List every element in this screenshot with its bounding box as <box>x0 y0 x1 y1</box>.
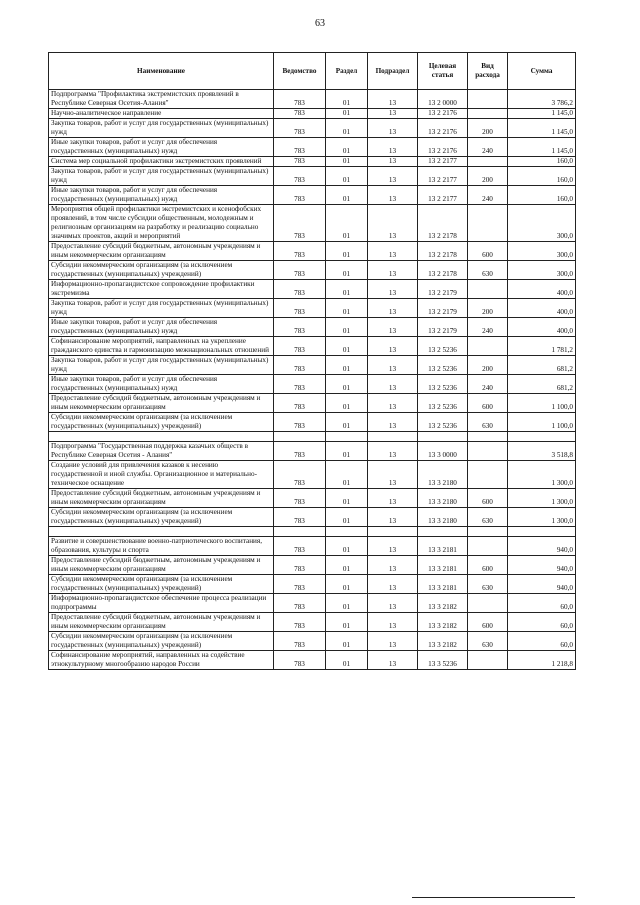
row-section: 01 <box>326 413 368 432</box>
table-row <box>49 242 576 261</box>
row-name: Иные закупки товаров, работ и услуг для обеспечения государственных (муниципальных) нужд <box>49 318 274 337</box>
row-target-item: 13 2 2178 <box>418 261 468 280</box>
table-row <box>49 594 576 613</box>
table-row <box>49 318 576 337</box>
row-section: 01 <box>326 119 368 138</box>
row-target-item: 13 2 2178 <box>418 205 468 242</box>
row-expense-kind: 240 <box>468 375 508 394</box>
row-target-item: 13 2 2177 <box>418 157 468 167</box>
row-subsection: 13 <box>368 394 418 413</box>
row-section: 01 <box>326 375 368 394</box>
row-amount: 300,0 <box>508 242 576 261</box>
spacer-cell <box>274 432 326 442</box>
table-row <box>49 556 576 575</box>
row-subsection: 13 <box>368 280 418 299</box>
row-section: 01 <box>326 508 368 527</box>
table-row <box>49 138 576 157</box>
table-header-row <box>49 53 576 90</box>
row-expense-kind: 630 <box>468 508 508 527</box>
row-department: 783 <box>274 413 326 432</box>
row-target-item: 13 2 5236 <box>418 337 468 356</box>
table-row <box>49 575 576 594</box>
row-name: Информационно-пропагандистское сопровождение профилактики экстремизма <box>49 280 274 299</box>
row-section: 01 <box>326 109 368 119</box>
row-amount: 1 100,0 <box>508 413 576 432</box>
row-section: 01 <box>326 575 368 594</box>
row-target-item: 13 3 2182 <box>418 613 468 632</box>
row-amount: 681,2 <box>508 375 576 394</box>
row-department: 783 <box>274 299 326 318</box>
row-amount: 400,0 <box>508 299 576 318</box>
row-amount: 1 218,8 <box>508 651 576 670</box>
row-subsection: 13 <box>368 651 418 670</box>
row-subsection: 13 <box>368 119 418 138</box>
table-row <box>49 442 576 461</box>
row-target-item: 13 3 2181 <box>418 556 468 575</box>
page-number: 63 <box>315 18 325 29</box>
row-subsection: 13 <box>368 442 418 461</box>
row-subsection: 13 <box>368 556 418 575</box>
row-section: 01 <box>326 613 368 632</box>
row-name: Предоставление субсидий бюджетным, автономным учреждениям и иным некоммерческим организациям <box>49 394 274 413</box>
table-row <box>49 651 576 670</box>
row-section: 01 <box>326 138 368 157</box>
row-subsection: 13 <box>368 186 418 205</box>
row-name: Мероприятия общей профилактики экстремистских и ксенофобских проявлений, в том числе субсидии общественным, молодежным и религиозным организациям на разработку и реализацию социально значимых проектов, акций и мероприятий <box>49 205 274 242</box>
row-name: Субсидии некоммерческим организациям (за исключением государственных (муниципальных) учреждений) <box>49 261 274 280</box>
row-name: Предоставление субсидий бюджетным, автономным учреждениям и иным некоммерческим организациям <box>49 613 274 632</box>
row-subsection: 13 <box>368 205 418 242</box>
header-target-item: Целевая статья <box>418 53 468 90</box>
row-name: Предоставление субсидий бюджетным, автономным учреждениям и иным некоммерческим организациям <box>49 489 274 508</box>
row-department: 783 <box>274 280 326 299</box>
row-section: 01 <box>326 280 368 299</box>
row-department: 783 <box>274 90 326 109</box>
row-section: 01 <box>326 337 368 356</box>
row-department: 783 <box>274 157 326 167</box>
row-expense-kind <box>468 537 508 556</box>
row-amount: 60,0 <box>508 632 576 651</box>
row-department: 783 <box>274 394 326 413</box>
row-amount: 160,0 <box>508 186 576 205</box>
spacer-cell <box>274 527 326 537</box>
table-row <box>49 356 576 375</box>
row-expense-kind <box>468 461 508 489</box>
row-amount: 3 786,2 <box>508 90 576 109</box>
row-target-item: 13 3 2180 <box>418 489 468 508</box>
row-target-item: 13 2 5236 <box>418 394 468 413</box>
row-subsection: 13 <box>368 537 418 556</box>
row-target-item: 13 2 5236 <box>418 375 468 394</box>
row-target-item: 13 2 5236 <box>418 413 468 432</box>
row-section: 01 <box>326 442 368 461</box>
row-amount: 940,0 <box>508 537 576 556</box>
row-amount: 160,0 <box>508 157 576 167</box>
row-target-item: 13 2 2176 <box>418 138 468 157</box>
spacer-row <box>49 432 576 442</box>
spacer-cell <box>326 432 368 442</box>
row-section: 01 <box>326 651 368 670</box>
row-expense-kind: 240 <box>468 318 508 337</box>
row-section: 01 <box>326 537 368 556</box>
row-name: Подпрограмма "Государственная поддержка казачьих обществ в Республике Северная Осетия - Алания" <box>49 442 274 461</box>
row-target-item: 13 2 0000 <box>418 90 468 109</box>
row-department: 783 <box>274 119 326 138</box>
row-name: Предоставление субсидий бюджетным, автономным учреждениям и иным некоммерческим организациям <box>49 556 274 575</box>
row-subsection: 13 <box>368 167 418 186</box>
row-amount: 300,0 <box>508 261 576 280</box>
row-subsection: 13 <box>368 261 418 280</box>
row-subsection: 13 <box>368 242 418 261</box>
row-expense-kind: 600 <box>468 613 508 632</box>
row-amount: 3 518,8 <box>508 442 576 461</box>
row-name: Развитие и совершенствование военно-патриотического воспитания, образования, культуры и спорта <box>49 537 274 556</box>
row-subsection: 13 <box>368 157 418 167</box>
row-department: 783 <box>274 205 326 242</box>
row-expense-kind: 630 <box>468 261 508 280</box>
row-expense-kind: 200 <box>468 299 508 318</box>
row-department: 783 <box>274 356 326 375</box>
row-amount: 400,0 <box>508 280 576 299</box>
table-row <box>49 632 576 651</box>
row-expense-kind: 200 <box>468 119 508 138</box>
row-department: 783 <box>274 375 326 394</box>
row-department: 783 <box>274 613 326 632</box>
row-amount: 940,0 <box>508 556 576 575</box>
row-expense-kind <box>468 337 508 356</box>
table-row <box>49 489 576 508</box>
table-row <box>49 375 576 394</box>
row-department: 783 <box>274 167 326 186</box>
table-row <box>49 461 576 489</box>
table-row <box>49 109 576 119</box>
table-row <box>49 186 576 205</box>
row-expense-kind: 200 <box>468 167 508 186</box>
row-amount: 60,0 <box>508 613 576 632</box>
table-body <box>49 90 576 670</box>
row-name: Подпрограмма "Профилактика экстремистских проявлений в Республике Северная Осетия-Алания" <box>49 90 274 109</box>
spacer-cell <box>368 432 418 442</box>
row-department: 783 <box>274 337 326 356</box>
row-name: Иные закупки товаров, работ и услуг для обеспечения государственных (муниципальных) нужд <box>49 375 274 394</box>
row-expense-kind <box>468 205 508 242</box>
row-section: 01 <box>326 299 368 318</box>
row-name: Софинансирование мероприятий, направленных на укрепление гражданского единства и гармонизацию межнациональных отношений <box>49 337 274 356</box>
spacer-cell <box>49 527 274 537</box>
table-row <box>49 280 576 299</box>
row-target-item: 13 2 2176 <box>418 109 468 119</box>
row-name: Система мер социальной профилактики экстремистских проявлений <box>49 157 274 167</box>
row-expense-kind: 630 <box>468 632 508 651</box>
row-department: 783 <box>274 508 326 527</box>
row-target-item: 13 2 2177 <box>418 186 468 205</box>
row-subsection: 13 <box>368 413 418 432</box>
row-subsection: 13 <box>368 613 418 632</box>
row-expense-kind: 630 <box>468 413 508 432</box>
spacer-cell <box>508 527 576 537</box>
row-expense-kind <box>468 280 508 299</box>
row-target-item: 13 2 2179 <box>418 318 468 337</box>
row-department: 783 <box>274 261 326 280</box>
row-department: 783 <box>274 594 326 613</box>
row-expense-kind: 600 <box>468 394 508 413</box>
row-expense-kind: 600 <box>468 242 508 261</box>
row-expense-kind: 630 <box>468 575 508 594</box>
spacer-row <box>49 527 576 537</box>
row-subsection: 13 <box>368 109 418 119</box>
row-amount: 300,0 <box>508 205 576 242</box>
row-section: 01 <box>326 318 368 337</box>
header-subsection: Подраздел <box>368 53 418 90</box>
row-target-item: 13 3 5236 <box>418 651 468 670</box>
row-amount: 1 100,0 <box>508 394 576 413</box>
row-name: Научно-аналитическое направление <box>49 109 274 119</box>
row-name: Иные закупки товаров, работ и услуг для обеспечения государственных (муниципальных) нужд <box>49 138 274 157</box>
row-subsection: 13 <box>368 508 418 527</box>
row-section: 01 <box>326 157 368 167</box>
row-expense-kind: 600 <box>468 489 508 508</box>
header-department: Ведомство <box>274 53 326 90</box>
row-name: Софинансирование мероприятий, направленных на содействие этнокультурному многообразию народов России <box>49 651 274 670</box>
row-subsection: 13 <box>368 337 418 356</box>
row-amount: 681,2 <box>508 356 576 375</box>
row-amount: 1 781,2 <box>508 337 576 356</box>
row-amount: 1 145,0 <box>508 138 576 157</box>
row-name: Субсидии некоммерческим организациям (за исключением государственных (муниципальных) учреждений) <box>49 508 274 527</box>
header-name: Наименование <box>49 53 274 90</box>
row-section: 01 <box>326 394 368 413</box>
row-subsection: 13 <box>368 318 418 337</box>
spacer-cell <box>418 527 468 537</box>
row-target-item: 13 3 2182 <box>418 594 468 613</box>
row-amount: 1 300,0 <box>508 461 576 489</box>
row-amount: 160,0 <box>508 167 576 186</box>
budget-table <box>48 52 576 670</box>
row-amount: 1 300,0 <box>508 489 576 508</box>
bottom-rule <box>412 897 575 898</box>
row-section: 01 <box>326 167 368 186</box>
table-row <box>49 508 576 527</box>
row-expense-kind <box>468 90 508 109</box>
header-amount: Сумма <box>508 53 576 90</box>
row-name: Предоставление субсидий бюджетным, автономным учреждениям и иным некоммерческим организациям <box>49 242 274 261</box>
row-expense-kind <box>468 157 508 167</box>
table-row <box>49 337 576 356</box>
row-target-item: 13 3 2181 <box>418 537 468 556</box>
row-subsection: 13 <box>368 594 418 613</box>
spacer-cell <box>326 527 368 537</box>
row-section: 01 <box>326 186 368 205</box>
row-section: 01 <box>326 356 368 375</box>
row-department: 783 <box>274 556 326 575</box>
table-row <box>49 167 576 186</box>
row-target-item: 13 3 0000 <box>418 442 468 461</box>
row-section: 01 <box>326 594 368 613</box>
row-name: Закупка товаров, работ и услуг для государственных (муниципальных) нужд <box>49 356 274 375</box>
table-row <box>49 394 576 413</box>
spacer-cell <box>468 527 508 537</box>
row-target-item: 13 2 2179 <box>418 299 468 318</box>
row-target-item: 13 3 2180 <box>418 461 468 489</box>
table-row <box>49 205 576 242</box>
row-expense-kind: 240 <box>468 138 508 157</box>
row-target-item: 13 2 2176 <box>418 119 468 138</box>
row-section: 01 <box>326 90 368 109</box>
row-department: 783 <box>274 537 326 556</box>
table-row <box>49 119 576 138</box>
row-amount: 1 145,0 <box>508 119 576 138</box>
table-row <box>49 90 576 109</box>
row-name: Закупка товаров, работ и услуг для государственных (муниципальных) нужд <box>49 167 274 186</box>
row-subsection: 13 <box>368 632 418 651</box>
row-amount: 940,0 <box>508 575 576 594</box>
header-section: Раздел <box>326 53 368 90</box>
row-amount: 1 145,0 <box>508 109 576 119</box>
spacer-cell <box>468 432 508 442</box>
table-row <box>49 299 576 318</box>
row-subsection: 13 <box>368 356 418 375</box>
row-department: 783 <box>274 242 326 261</box>
row-subsection: 13 <box>368 375 418 394</box>
table-row <box>49 613 576 632</box>
row-department: 783 <box>274 186 326 205</box>
row-subsection: 13 <box>368 90 418 109</box>
row-target-item: 13 3 2181 <box>418 575 468 594</box>
row-expense-kind <box>468 442 508 461</box>
row-department: 783 <box>274 575 326 594</box>
row-amount: 1 300,0 <box>508 508 576 527</box>
row-target-item: 13 2 2177 <box>418 167 468 186</box>
row-section: 01 <box>326 632 368 651</box>
row-target-item: 13 3 2182 <box>418 632 468 651</box>
row-name: Субсидии некоммерческим организациям (за исключением государственных (муниципальных) учреждений) <box>49 632 274 651</box>
row-subsection: 13 <box>368 575 418 594</box>
table-row <box>49 537 576 556</box>
spacer-cell <box>49 432 274 442</box>
row-expense-kind <box>468 594 508 613</box>
row-subsection: 13 <box>368 138 418 157</box>
header-expense-kind: Вид расхода <box>468 53 508 90</box>
row-expense-kind: 200 <box>468 356 508 375</box>
row-department: 783 <box>274 632 326 651</box>
row-department: 783 <box>274 489 326 508</box>
row-amount: 60,0 <box>508 594 576 613</box>
row-name: Субсидии некоммерческим организациям (за исключением государственных (муниципальных) учреждений) <box>49 575 274 594</box>
row-name: Информационно-пропагандистское обеспечение процесса реализации подпрограммы <box>49 594 274 613</box>
row-name: Закупка товаров, работ и услуг для государственных (муниципальных) нужд <box>49 299 274 318</box>
row-department: 783 <box>274 651 326 670</box>
row-name: Иные закупки товаров, работ и услуг для обеспечения государственных (муниципальных) нужд <box>49 186 274 205</box>
row-section: 01 <box>326 489 368 508</box>
row-section: 01 <box>326 556 368 575</box>
row-target-item: 13 2 5236 <box>418 356 468 375</box>
row-target-item: 13 2 2179 <box>418 280 468 299</box>
row-name: Создание условий для привлечения казаков к несению государственной и иной службы. Организационное и материально-техническое оснащение <box>49 461 274 489</box>
row-section: 01 <box>326 261 368 280</box>
row-name: Субсидии некоммерческим организациям (за исключением государственных (муниципальных) учреждений) <box>49 413 274 432</box>
row-name: Закупка товаров, работ и услуг для государственных (муниципальных) нужд <box>49 119 274 138</box>
table-row <box>49 413 576 432</box>
spacer-cell <box>368 527 418 537</box>
table-row <box>49 261 576 280</box>
row-amount: 400,0 <box>508 318 576 337</box>
row-section: 01 <box>326 242 368 261</box>
row-target-item: 13 2 2178 <box>418 242 468 261</box>
row-department: 783 <box>274 318 326 337</box>
row-department: 783 <box>274 461 326 489</box>
row-target-item: 13 3 2180 <box>418 508 468 527</box>
row-section: 01 <box>326 461 368 489</box>
row-department: 783 <box>274 138 326 157</box>
row-expense-kind <box>468 651 508 670</box>
row-subsection: 13 <box>368 489 418 508</box>
row-department: 783 <box>274 442 326 461</box>
row-expense-kind <box>468 109 508 119</box>
row-subsection: 13 <box>368 461 418 489</box>
row-department: 783 <box>274 109 326 119</box>
row-section: 01 <box>326 205 368 242</box>
table-row <box>49 157 576 167</box>
row-expense-kind: 600 <box>468 556 508 575</box>
row-expense-kind: 240 <box>468 186 508 205</box>
spacer-cell <box>508 432 576 442</box>
row-subsection: 13 <box>368 299 418 318</box>
spacer-cell <box>418 432 468 442</box>
